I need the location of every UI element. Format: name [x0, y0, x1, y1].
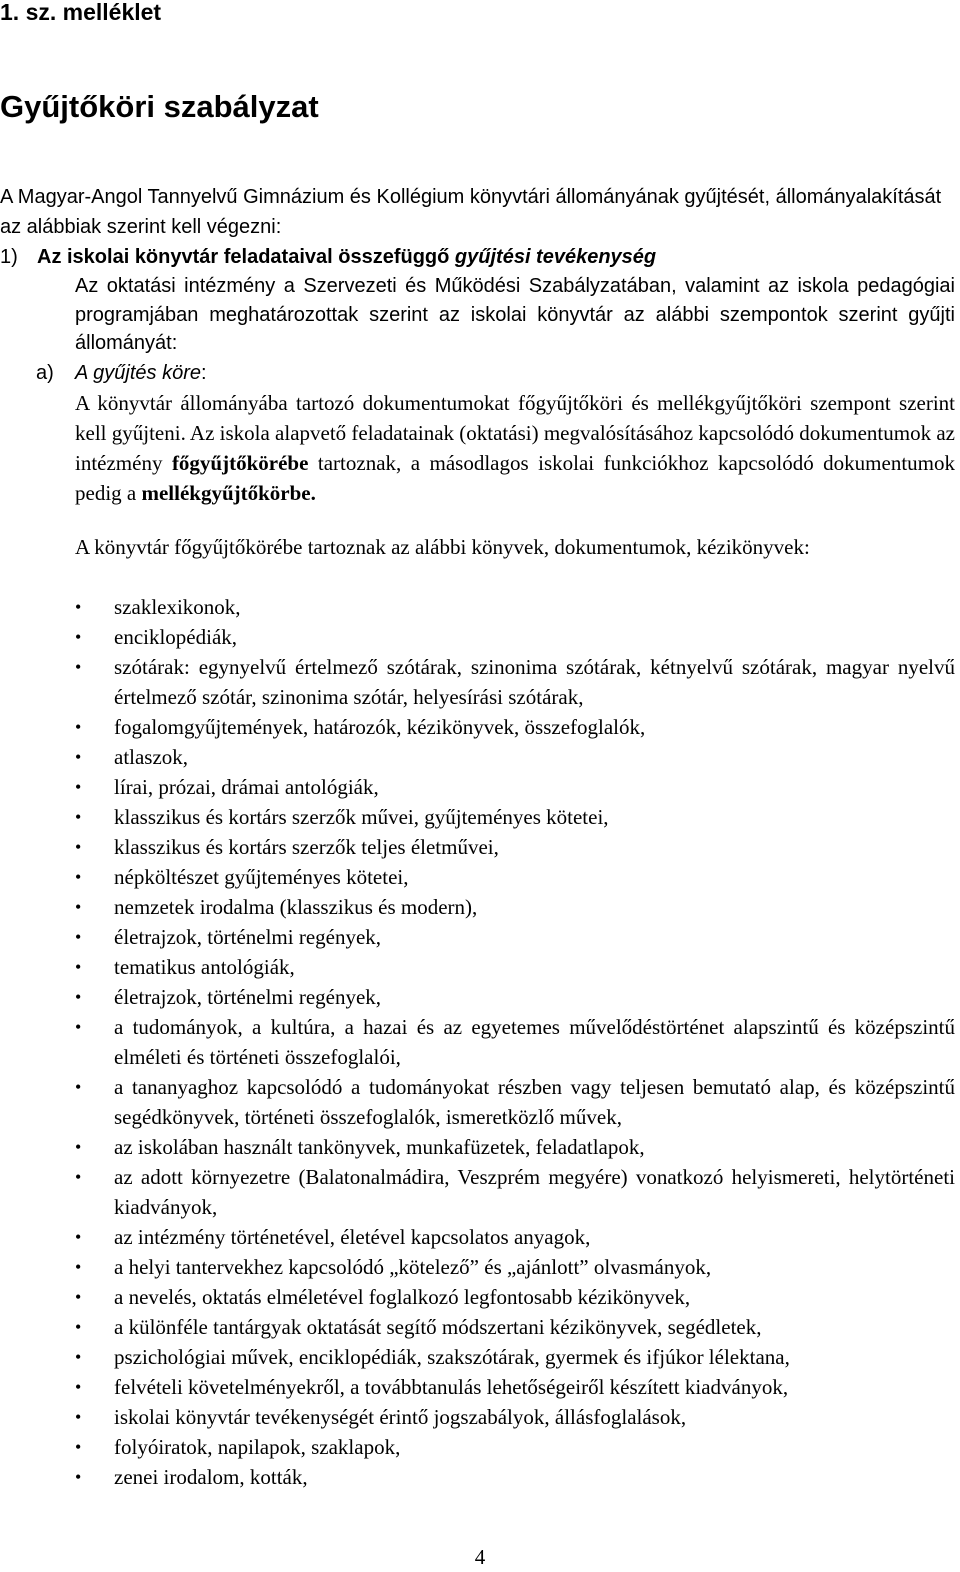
annex-label: 1. sz. melléklet — [0, 0, 162, 25]
bullet-icon: • — [75, 897, 82, 917]
bullet-icon: • — [75, 927, 82, 947]
list-item — [75, 832, 955, 862]
list-item — [75, 1222, 955, 1252]
list-item — [75, 1132, 955, 1162]
bullet-icon: • — [75, 1377, 82, 1397]
list-item — [75, 1432, 955, 1462]
list-item-text: szaklexikonok, — [114, 595, 241, 619]
subsection-a-body — [75, 388, 955, 508]
subsection-body-part2: tartoznak, a másodlagos iskolai funkciókhoz kapcsolódó dokumentumok pedig a — [75, 451, 955, 505]
bullet-icon: • — [75, 657, 82, 677]
section-1-heading — [0, 242, 956, 272]
bullet-icon: • — [75, 1467, 82, 1487]
subsection-a-heading — [36, 358, 207, 388]
list-item-text: zenei irodalom, kották, — [114, 1465, 308, 1489]
section-heading-bold: Az iskolai könyvtár feladataival összefüggő — [37, 246, 450, 268]
intro-paragraph: A Magyar-Angol Tannyelvű Gimnázium és Kollégium könyvtári állományának gyűjtését, állományalakítását az alábbiak szerint kell végezni: — [0, 186, 942, 238]
list-item — [75, 982, 955, 1012]
list-item-text: a tudományok, a kultúra, a hazai és az egyetemes művelődéstörténet alapszintű és középszintű elméleti és történeti összefoglalói, — [114, 1015, 955, 1069]
list-item-text: az adott környezetre (Balatonalmádira, Veszprém megyére) vonatkozó helyismereti, helytörténeti kiadványok, — [114, 1165, 955, 1219]
list-item-text: iskolai könyvtár tevékenységét érintő jogszabályok, állásfoglalások, — [114, 1405, 687, 1429]
list-item — [75, 1282, 955, 1312]
bullet-icon: • — [75, 1347, 82, 1367]
bullet-icon: • — [75, 1317, 82, 1337]
list-item — [75, 1012, 955, 1072]
list-item — [75, 652, 955, 712]
list-item — [75, 922, 955, 952]
bullet-icon: • — [75, 1287, 82, 1307]
list-item-text: szótárak: egynyelvű értelmező szótárak, szinonima szótárak, kétnyelvű szótárak, magyar nyelvű értelmező szótár, szinonima szótár, helyesírási szótárak, — [114, 655, 955, 709]
list-item-text: klasszikus és kortárs szerzők teljes életművei, — [114, 835, 499, 859]
list-item-text: fogalomgyűjtemények, határozók, kézikönyvek, összefoglalók, — [114, 715, 646, 739]
section-1-body: Az oktatási intézmény a Szervezeti és Működési Szabályzatában, valamint az iskola pedagógiai programjában meghatározottak szerint az iskolai könyvtár az alábbi szempontok szerint gyűjti állományát: — [75, 275, 955, 354]
list-item-text: felvételi követelményekről, a továbbtanulás lehetőségeiről készített kiadványok, — [114, 1375, 789, 1399]
list-item-text: a különféle tantárgyak oktatását segítő módszertani kézikönyvek, segédletek, — [114, 1315, 762, 1339]
list-item — [75, 1342, 955, 1372]
bullet-icon: • — [75, 747, 82, 767]
list-item-text: nemzetek irodalma (klasszikus és modern), — [114, 895, 478, 919]
list-item-text: enciklopédiák, — [114, 625, 238, 649]
list-item — [75, 592, 955, 622]
bullet-icon: • — [75, 627, 82, 647]
list-item — [75, 712, 955, 742]
list-item — [75, 862, 955, 892]
list-item-text: a helyi tantervekhez kapcsolódó „kötelező” és „ajánlott” olvasmányok, — [114, 1255, 712, 1279]
list-item-text: a tananyaghoz kapcsolódó a tudományokat részben vagy teljesen bemutató alap, és középszintű segédkönyvek, történeti összefoglalók, ismeretközlő művek, — [114, 1075, 955, 1129]
list-item-text: pszichológiai művek, enciklopédiák, szakszótárak, gyermek és ifjúkor lélektana, — [114, 1345, 790, 1369]
list-item — [75, 772, 955, 802]
bullet-icon: • — [75, 987, 82, 1007]
section-number: 1) — [0, 246, 18, 268]
bullet-icon: • — [75, 867, 82, 887]
bullet-icon: • — [75, 1137, 82, 1157]
page-number: 4 — [474, 1545, 486, 1569]
list-item — [75, 1462, 955, 1492]
list-item — [75, 1162, 955, 1222]
list-item-text: atlaszok, — [114, 745, 189, 769]
list-item-text: a nevelés, oktatás elméletével foglalkozó legfontosabb kézikönyvek, — [114, 1285, 691, 1309]
list-item-text: az iskolában használt tankönyvek, munkafüzetek, feladatlapok, — [114, 1135, 645, 1159]
list-item — [75, 1252, 955, 1282]
list-item — [75, 802, 955, 832]
list-item-text: tematikus antológiák, — [114, 955, 295, 979]
bullet-icon: • — [75, 597, 82, 617]
list-item-text: népköltészet gyűjteményes kötetei, — [114, 865, 409, 889]
bullet-icon: • — [75, 777, 82, 797]
subsection-body-bold2: mellékgyűjtőkörbe. — [141, 481, 316, 505]
list-item — [75, 1372, 955, 1402]
document-title: Gyűjtőköri szabályzat — [0, 89, 319, 124]
bullet-icon: • — [75, 717, 82, 737]
list-item — [75, 892, 955, 922]
list-item — [75, 1312, 955, 1342]
list-item-text: életrajzok, történelmi regények, — [114, 985, 382, 1009]
bullet-icon: • — [75, 957, 82, 977]
list-item — [75, 742, 955, 772]
main-collection-intro: A könyvtár főgyűjtőkörébe tartoznak az alábbi könyvek, dokumentumok, kézikönyvek: — [75, 535, 810, 559]
list-item — [75, 622, 955, 652]
list-item-text: lírai, prózai, drámai antológiák, — [114, 775, 379, 799]
bullet-icon: • — [75, 807, 82, 827]
subsection-heading-italic: A gyűjtés köre — [75, 362, 201, 384]
list-item-text: folyóiratok, napilapok, szaklapok, — [114, 1435, 401, 1459]
bullet-icon: • — [75, 1227, 82, 1247]
bullet-icon: • — [75, 1437, 82, 1457]
list-item-text: klasszikus és kortárs szerzők művei, gyűjteményes kötetei, — [114, 805, 609, 829]
subsection-body-bold1: főgyűjtőkörébe — [171, 451, 309, 475]
bullet-icon: • — [75, 1257, 82, 1277]
bullet-icon: • — [75, 837, 82, 857]
list-item — [75, 1402, 955, 1432]
subsection-body-part1: A könyvtár állományába tartozó dokumentumokat főgyűjtőköri és mellékgyűjtőköri szempont szerint kell gyűjteni. Az iskola alapvető feladatainak (oktatási) megvalósításához kapcsolódó dokumentumok az intézmény — [75, 391, 955, 475]
list-item — [75, 1072, 955, 1132]
bullet-icon: • — [75, 1077, 82, 1097]
list-item — [75, 952, 955, 982]
section-heading-bold-italic: gyűjtési tevékenység — [454, 246, 657, 268]
list-item-text: az intézmény történetével, életével kapcsolatos anyagok, — [114, 1225, 591, 1249]
list-item-text: életrajzok, történelmi regények, — [114, 925, 382, 949]
subsection-label: a) — [36, 362, 54, 384]
bullet-icon: • — [75, 1407, 82, 1427]
bullet-icon: • — [75, 1167, 82, 1187]
subsection-heading-suffix: : — [201, 362, 207, 384]
collection-item-list — [75, 592, 955, 1492]
bullet-icon: • — [75, 1017, 82, 1037]
